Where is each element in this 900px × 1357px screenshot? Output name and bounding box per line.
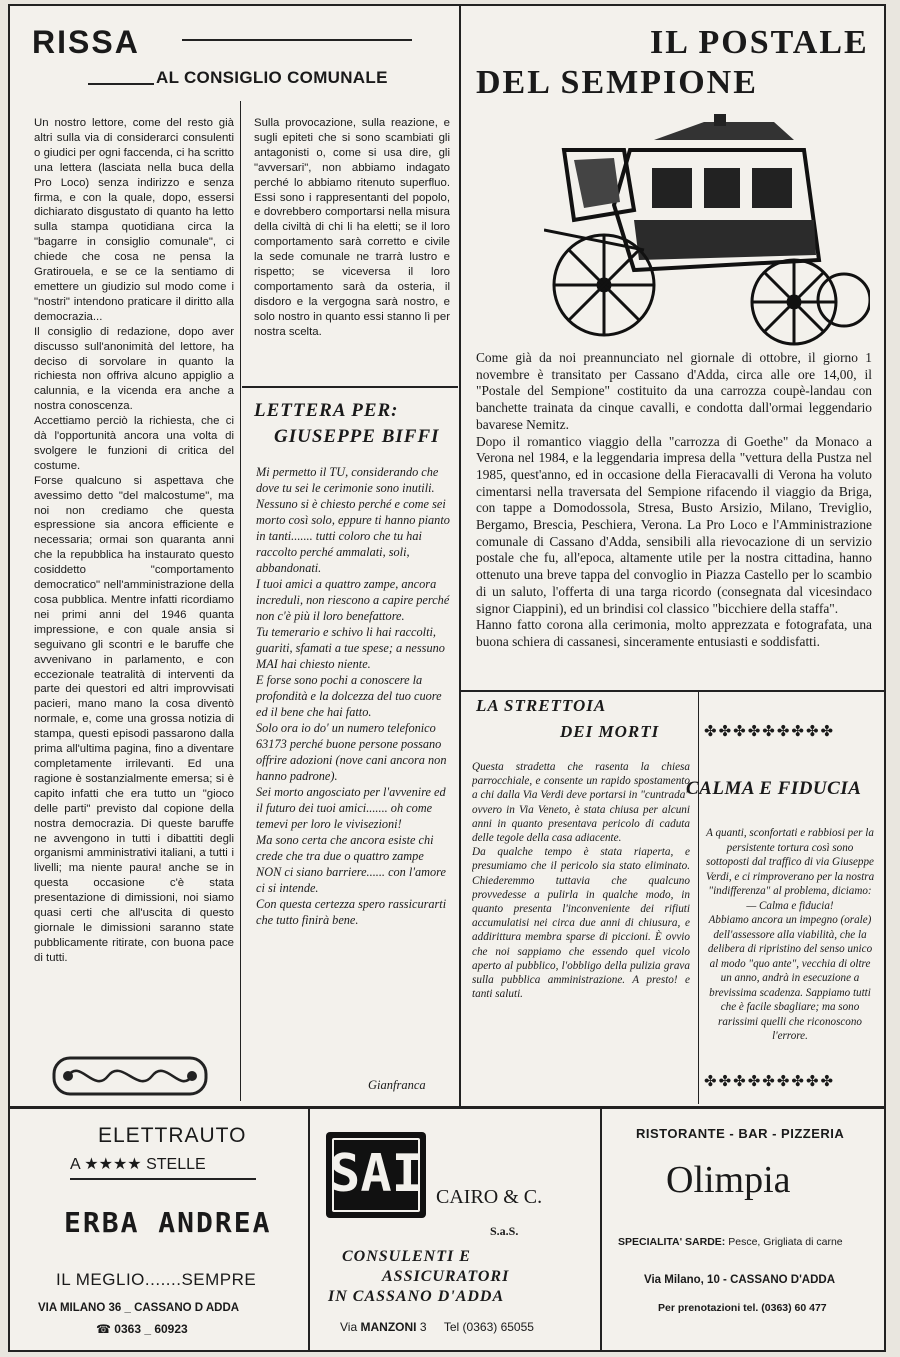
sai-line-2: ASSICURATORI: [382, 1268, 510, 1285]
olimpia-name: Olimpia: [666, 1159, 791, 1201]
lettera-paragraph: Con questa certezza spero rassicurarti che tutto finirà bene.: [256, 897, 447, 927]
postale-paragraph: Dopo il romantico viaggio della "carrozza di Goethe" da Monaco a Verona nel 1984, e la leggendaria impresa della "vettura della Pustza nel 1985, quest'anno, ed in occasione della Fieracavalli di Verona ha voluto cimentarsi nella traversata del Sempione rifacendo il viaggio da Briga, con tappe a Domodossola, Stresa, Busto Arsizio, Milano, Treviglio, Bergamo, Brescia, Peschiera, Verona. La Pro Loco e l'Amministrazione comunale di Cassano d'Adda, sensibili alla rievocazione di un servizio postale che fu, all'epoca, altamente utile per la nostra cittadina, hanno ottenuto una breve tappa del convoglio in Piazza Castello per lo scambio di un saluto, l'offerta di una targa ricordo (consegnata dal vicesindaco signor Ciappini), ed un brindisi col classico "bicchiere della staffa".: [476, 433, 872, 616]
elettrauto-stelle: STELLE: [146, 1156, 206, 1173]
ad-olimpia: [604, 1112, 882, 1348]
rissa-subtitle: AL CONSIGLIO COMUNALE: [156, 68, 388, 87]
section-rule: [242, 386, 458, 388]
ad-divider: [308, 1108, 310, 1352]
olimpia-header: RISTORANTE - BAR - PIZZERIA: [636, 1126, 845, 1141]
stagecoach-illustration: [544, 110, 870, 350]
strettoia-title-2: DEI MORTI: [560, 722, 660, 741]
sai-line-1: CONSULENTI E: [342, 1248, 471, 1265]
phone-icon: ☎: [96, 1322, 111, 1336]
rissa-column-1: [34, 116, 234, 1076]
olimpia-specialties: [618, 1236, 843, 1248]
lettera-signature: Gianfranca: [368, 1078, 426, 1092]
lettera-paragraph: Solo ora io do' un numero telefonico 63173 perché buone persone possano offrire adozioni (nove cani ancora non hanno padrone).: [256, 721, 447, 783]
elettrauto-address: VIA MILANO 36 _ CASSANO D ADDA: [38, 1302, 240, 1314]
ad-divider: [600, 1108, 602, 1352]
strettoia-paragraph: Questa stradetta che rasenta la chiesa parrocchiale, e consente un rapido spostamento a chi dalla Via Verdi deve portarsi in "cuntrada" ovvero in Via Veneto, è stata chiusa per alcuni anni in quanto presentava pericolo di caduta delle tegole della casa adiacente.: [472, 761, 690, 845]
postale-paragraph: Come già da noi preannunciato nel giornale di ottobre, il giorno 1 novembre è transitato per Cassano d'Adda, circa alle ore 14,00, il "Postale del Sempione" costituito da una carrozza coupè-landau con banchette trainata da cinque cavalli, e condotta dall'ormai leggendario bavarese Nemitz.: [476, 350, 872, 432]
lettera-body: [256, 464, 450, 1064]
sai-address-via: Via: [340, 1320, 358, 1334]
ad-elettrauto: [14, 1112, 306, 1348]
lettera-paragraph: E forse sono pochi a conoscere la profondità e la dolcezza del tuo cuore ed il bene che hai fatto.: [256, 673, 442, 719]
sai-tel: (0363) 65055: [462, 1320, 534, 1334]
lettera-paragraph: Sei morto angosciato per l'avvenire ed il futuro dei tuoi amici....... oh come temevi per loro le vivisezioni!: [256, 785, 446, 831]
calma-paragraph: Abbiamo ancora un impegno (orale) dell'assessore alla viabilità, che la delibera di ripristino del senso unico al modo "quo ante", vecchia di oltre un anno, andrà in esecuzione a brevissima scadenza. Sappiamo tutti che è facile sbagliare; ma sono rarissimi quelli che riconoscono l'errore.: [707, 914, 873, 1042]
elettrauto-name: ERBA ANDREA: [64, 1206, 272, 1239]
strettoia-title-1: LA STRETTOIA: [476, 696, 607, 715]
ornament-border-bottom: ✤✤✤✤✤✤✤✤✤: [704, 1072, 836, 1090]
olimpia-spec-label: SPECIALITA' SARDE:: [618, 1236, 726, 1248]
postale-title-1: IL POSTALE: [650, 24, 869, 61]
lettera-paragraph: Ma sono certa che ancora esiste chi crede che tra due o quattro zampe NON ci siano barriere...... con l'amore ci si intende.: [256, 833, 446, 895]
sai-tel-label: Tel: [443, 1320, 460, 1334]
star-rating-icons: ★★★★: [84, 1154, 142, 1173]
calma-paragraph: A quanti, sconfortati e rabbiosi per la persistente tortura così sono sottoposti dal traffico di via Giuseppe Verdi, e ci rimproverano per la nostra "indifferenza" al problema, diciamo: — Calma e fiducia!: [705, 827, 875, 912]
lettera-paragraph: Nessuno si è chiesto perché e come sei morto così solo, eppure ti hanno pianto in tanti....... tutti coloro che tu hai raccolto perché ammalati, soli, abbandonati.: [256, 497, 450, 575]
rissa-column-2: [254, 116, 450, 366]
sai-address-num: 3: [419, 1320, 427, 1334]
postale-body: [476, 350, 872, 686]
postale-paragraph: Hanno fatto corona alla cerimonia, molto apprezzata e fotografata, una buona schiera di cassanesi, sinceramente entusiasti e soddisfatti.: [476, 617, 872, 649]
column-divider: [698, 692, 699, 1104]
strettoia-paragraph: Da qualche tempo è stata riaperta, e presumiamo che il pericolo sia stato eliminato. Chiederemmo tuttavia che qualcuno provvedesse a pulirla in qualche modo, in quanto presenta l'inconveniente dei rifiuti accumulatisi nei circa due anni di chiusura, e addirittura membra sparse di piccioni. È ovvio che noi sappiamo che essendo quel vicolo aperto al pubblico, l'obbligo della pulizia grava sulla pubblica amministrazione. A presto! e tanti saluti.: [472, 846, 690, 1001]
sai-address: [340, 1320, 534, 1334]
half-divider: [459, 6, 461, 1106]
section-rule: [461, 690, 884, 692]
rissa-title-rule: [182, 39, 412, 41]
lettera-paragraph: Mi permetto il TU, considerando che dove tu sei le cerimonie sono inutili.: [256, 465, 439, 495]
rissa-paragraph: Sulla provocazione, sulla reazione, e sugli epiteti che si sono scambiati gli antagonisti o, come si usa dire, gli "avversari", non abbiamo indagato perché lo abbiamo ritenuto superfluo. Essi sono i rappresentanti del popolo, e dovrebbero comportarsi nella misura della civiltà di chi li ha eletti; se il loro comportamento sarà corretto e civile la sede comunale ne trarrà lustro e rispetto; se viceversa il loro comportamento sarà da osteria, il disdoro e la vergogna sarà nostro, e solo nostro in quanto essi stanno lì per nostra scelta.: [254, 117, 450, 338]
lettera-paragraph: Tu temerario e schivo li hai raccolti, guariti, sfamati a tue spese; a nessuno MAI hai chiesto niente.: [256, 625, 445, 671]
elettrauto-a: A: [70, 1156, 80, 1173]
column-divider: [240, 101, 241, 1101]
olimpia-booking: Per prenotazioni tel. (0363) 60 477: [658, 1302, 827, 1314]
elettrauto-rule: [70, 1178, 256, 1180]
sai-line-3: IN CASSANO D'ADDA: [328, 1288, 505, 1305]
ornament-border-top: ✤✤✤✤✤✤✤✤✤: [704, 722, 836, 740]
olimpia-address: Via Milano, 10 - CASSANO D'ADDA: [644, 1274, 836, 1286]
elettrauto-heading: ELETTRAUTO: [98, 1124, 247, 1147]
lettera-paragraph: I tuoi amici a quattro zampe, ancora increduli, non riescono a capire perché non c'è più il loro benefattore.: [256, 577, 450, 623]
sai-company: CAIRO & C.: [436, 1186, 543, 1208]
elettrauto-stars-row: [70, 1154, 206, 1174]
olimpia-spec-text: Pesce, Grigliata di carne: [728, 1236, 843, 1248]
calma-title: CALMA E FIDUCIA: [686, 778, 862, 799]
sai-address-street: MANZONI: [360, 1320, 417, 1334]
ad-sai: [312, 1112, 598, 1348]
elettrauto-phone: 0363 _ 60923: [114, 1322, 188, 1336]
rissa-paragraph: Un nostro lettore, come del resto già altri sulla via di considerarci consulenti o giudici per ogni faccenda, ci ha scritto una lettera (lasciata nella buca della Pro Loco) senza indirizzo e senza firma, e con la quale, dopo, essersi dichiarato disgustato di quanto ha letto sulla stampa quotidiana circa la "bagarre in consiglio comunale", ci chiede che cosa ne pensa la Gratirouela, e se ce la sentiamo di emettere un giudizio sul modo come i "nostri" intendono praticare il diritto alla democrazia...: [34, 117, 234, 323]
rissa-paragraph: Forse qualcuno si aspettava che avessimo detto "del malcostume", ma noi non crediamo che questa espressione sia ancora efficiente e necessaria; ormai son quaranta anni che la repubblica ha instaurato questo cosiddetto "comportamento democratico" nell'amministrazione della cosa pubblica. Mentre infatti ricordiamo nei primi anni del 1946 quanta impressione, e con quale ansia si seguivano gli scontri e le baruffe che avvenivano in parlamento, e con eccezionale teatralità di interventi da parte dei questori ed altri improvvisati pacieri, mano mano la cosa diventò normale, e, come una grossa notizia di stampa, questi episodi passarono dalla prima all'ultima pagina, fino a diventare completamente irrilevanti. Ed una ragione è sostanzialmente emersa; si è capito infatti che era tutto un "gioco delle parti" previsto dal copione della nostra democrazia. Di queste baruffe ne avvengono in tutti i dibattiti degli organismi amministrativi italiani, a tutti i livelli; ma niente paura! anche se in questa occasione c'è stata presentazione di dimissioni, noi siamo quasi certi che all'uscita di questo giornale le dimissioni saranno state pubblicamente ritirate, con buona pace di tutti.: [34, 474, 234, 964]
rissa-paragraph: Accettiamo perciò la richiesta, che ci dà l'opportunità ancora una volta di svolgere le funzioni di critica del costume.: [34, 415, 234, 472]
postale-title-2: DEL SEMPIONE: [476, 64, 758, 101]
newspaper-page: [8, 4, 886, 1352]
rissa-subtitle-rule: [88, 83, 154, 85]
lettera-title-1: LETTERA PER:: [254, 400, 399, 421]
elettrauto-phone-row: [96, 1322, 188, 1336]
sai-form: S.a.S.: [490, 1224, 519, 1238]
elettrauto-slogan: IL MEGLIO.......SEMPRE: [56, 1270, 257, 1289]
strettoia-body: [472, 760, 690, 1096]
ornament-scroll: [50, 1052, 210, 1100]
calma-body: [704, 826, 876, 1058]
rissa-paragraph: Il consiglio di redazione, dopo aver discusso sull'anonimità del lettore, ha deciso di sorvolare in quanto la richiesta non offriva alcuno appiglio a calunnia, e la vicenda era anche a nostra conoscenza.: [34, 325, 234, 413]
ads-top-rule: [10, 1106, 884, 1109]
rissa-title: RISSA: [32, 24, 140, 60]
lettera-title-2: GIUSEPPE BIFFI: [274, 426, 440, 447]
sai-logo-text: SAI: [329, 1144, 423, 1204]
sai-logo: [326, 1132, 426, 1218]
